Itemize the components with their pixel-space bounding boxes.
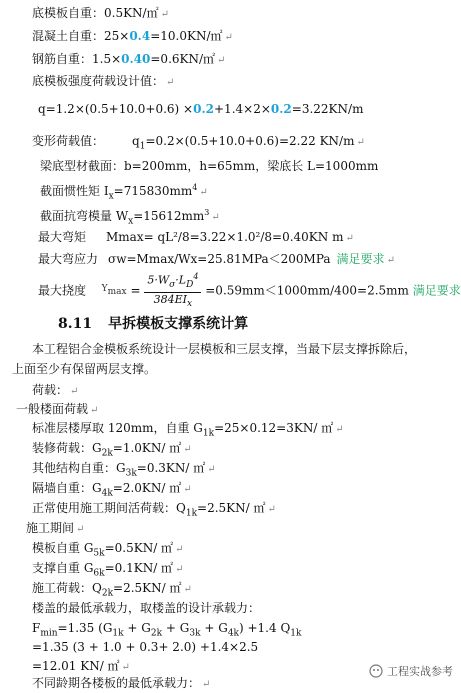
line-bottom-formwork-weight: 底模板自重：0.5KN/㎡ ↵ (32, 6, 169, 20)
line-max-moment: 最大弯矩 Mmax= qL²/8=3.22×1.0²/8=0.40KN m ↵ (38, 230, 354, 244)
watermark (369, 663, 453, 679)
line-other-structure-weight: 其他结构自重：$G_{3k}=0.3KN/$ ㎡ ↵ (32, 461, 216, 479)
paragraph-line-2: 上面至少有保留两层支撑。 (12, 362, 157, 376)
watermark-text: 工程实战参考 (387, 665, 453, 678)
line-strength-load-heading: 底模板强度荷载设计值： ↵ (32, 74, 175, 88)
section-heading: 8.11 早拆模板支撑系统计算 (58, 316, 249, 332)
line-construction-load: 施工荷载：$Q_{2k}=2.5KN/$ ㎡ ↵ (32, 581, 192, 599)
line-floor-weight: 标准层楼厚取 120mm，自重 $G_{1k}=25\times 0.12=3KN/$ ㎡ ↵ (32, 421, 344, 439)
line-rebar-weight: 钢筋自重：1.5×0.40=0.6KN/㎡ ↵ (32, 52, 226, 66)
line-min-capacity-heading: 楼盖的最低承载力，取楼盖的设计承载力： (32, 601, 261, 615)
line-max-deflection: 最大挠度 Ymax = $\frac{5\cdot W_\sigma\cdot L_D^4}{384EI_x}$ =0.59mm＜1000mm/400=2.5mm 满足要求 (38, 272, 461, 310)
paragraph-line-1: 本工程铝合金模板系统设计一层模板和三层支撑，当最下层支撑拆除后， (32, 342, 417, 356)
heading-floor-loads: 一般楼面荷载 ↵ (16, 402, 99, 416)
line-concrete-weight: 混凝土自重：25×0.4=10.0KN/㎡ ↵ (32, 29, 233, 43)
line-deformation-load: 变形荷载值： $q_1=0.2\times(0.5+10.0+0.6)=2.22$ KN/m ↵ (32, 134, 365, 152)
line-support-weight: 支撑自重 $G_{6k}=0.1KN/$ ㎡ ↵ (32, 561, 184, 579)
line-formwork-weight: 模板自重 $G_{5k}=0.5KN/$ ㎡ ↵ (32, 541, 184, 559)
line-age-capacity-heading: 不同龄期各楼板的最低承载力： ↵ (32, 676, 211, 690)
line-fmin-result: =12.01 KN/ ㎡ ↵ (32, 659, 130, 673)
line-beam-section: 梁底型材截面：b=200mm，h=65mm，梁底长 L=1000mm (40, 159, 379, 173)
line-moment-of-inertia: 截面惯性矩 $I_x=715830mm^4$ ↵ (40, 183, 208, 202)
line-fmin-substitution: =1.35 (3 + 1.0 + 0.3+ 2.0) +1.4×2.5 (32, 640, 259, 654)
line-q-formula: q=1.2×(0.5+10.0+0.6) ×0.2+1.4×2×0.2=3.22KN/m (38, 102, 364, 116)
line-finishing-load: 装修荷载：$G_{2k}=1.0KN/$ ㎡ ↵ (32, 441, 192, 459)
heading-loads: 荷载： ↵ (32, 383, 79, 397)
heading-construction-period: 施工期间 ↵ (26, 521, 85, 535)
line-partition-weight: 隔墙自重：$G_{4k}=2.0KN/$ ㎡ ↵ (32, 481, 192, 499)
wechat-icon (369, 664, 383, 678)
deflection-fraction: $\frac{5\cdot W_\sigma\cdot L_D^4}{384EI_x}$ (144, 270, 201, 311)
line-fmin-formula: $F_{min}=1.35$ $(G_{1k} + G_{2k} + G_{3k} + G_{4k}) +1.4$ $Q_{1k}$ (32, 621, 302, 639)
line-max-bending-stress: 最大弯应力 σw=Mmax/Wx=25.81MPa＜200MPa 满足要求 ↵ (38, 252, 395, 266)
line-section-modulus: 截面抗弯模量 $W_x=15612mm^3$ ↵ (40, 208, 220, 227)
line-live-load: 正常使用施工期间活荷载：$Q_{1k}=2.5KN/$ ㎡ ↵ (32, 501, 276, 519)
